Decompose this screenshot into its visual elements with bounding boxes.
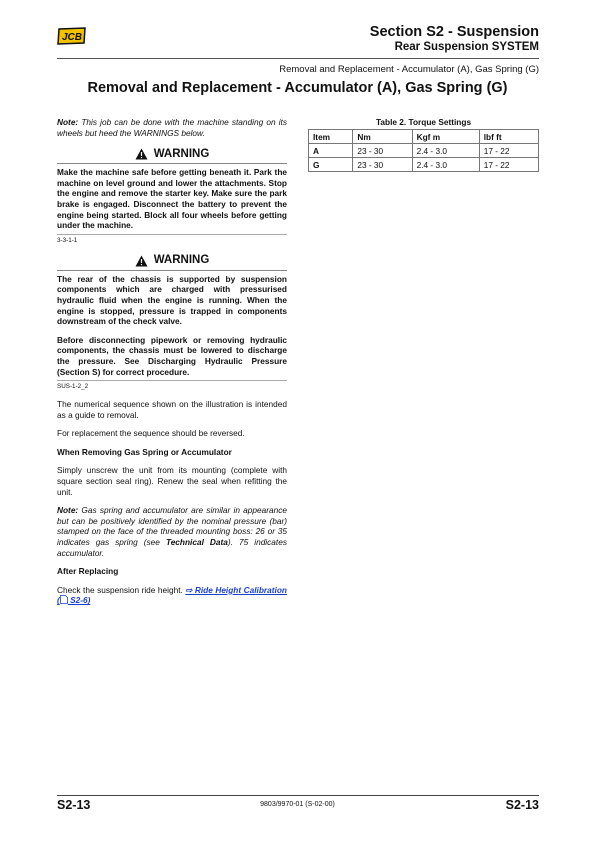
cell-item: A	[309, 144, 353, 158]
link-text: Ride Height Calibration (	[57, 584, 287, 606]
note-text: This job can be done with the machine standing on its wheels but heed the WARNINGS below.	[57, 117, 287, 138]
warning-icon	[135, 148, 148, 160]
note-machine-standing	[57, 117, 287, 138]
table-header-row	[309, 130, 539, 144]
after-text: Check the suspension ride height.	[57, 584, 186, 595]
warning-icon	[135, 255, 148, 267]
footer-divider	[57, 795, 539, 796]
system-title: Rear Suspension SYSTEM	[394, 41, 539, 53]
col-header: Nm	[353, 130, 412, 144]
table-row	[309, 158, 539, 172]
header-divider	[57, 58, 539, 59]
warning-label: WARNING	[153, 254, 210, 267]
cell-lbfft: 17 - 22	[479, 144, 538, 158]
table-caption: Table 2. Torque Settings	[375, 117, 472, 127]
warning-body-1: Make the machine safe before getting beneath it. Park the machine on level ground and lower the attachments. Stop the engine and remove the starter key. Make sure the park brake is engaged. Disconnect the battery to prevent the engine being started. Block all four wheels before getting under the machine.	[57, 167, 287, 231]
para-replacement: For replacement the sequence should be reversed.	[57, 428, 245, 439]
subhead-after: After Replacing	[57, 566, 119, 577]
col-header: Kgf m	[412, 130, 479, 144]
link-ref: S2-6)	[67, 595, 91, 606]
warning-code-1: 3-3-1-1	[57, 234, 287, 245]
note-label: Note:	[57, 505, 79, 516]
col-header: Item	[309, 130, 353, 144]
warning-body-2b: Before disconnecting pipework or removing hydraulic components, the chassis must be lowered to discharge the pressure. See Discharging Hydraulic Pressure (Section S) for correct procedure.	[57, 334, 287, 377]
running-title: Removal and Replacement - Accumulator (A), Gas Spring (G)	[279, 64, 539, 75]
page-number-left: S2-13	[57, 798, 91, 812]
document-number: 9803/9970-01 (S-02-00)	[260, 801, 335, 808]
note-identification	[57, 505, 287, 558]
para-unscrew: Simply unscrew the unit from its mounting (complete with square section seal ring). Renew the seal when refitting the unit.	[57, 465, 287, 497]
logo-text: JCB	[61, 32, 83, 43]
cell-item: G	[309, 158, 353, 172]
warning-code-2: SUS-1-2_2	[57, 380, 287, 391]
page-icon	[60, 595, 68, 604]
right-column	[308, 117, 539, 172]
para-after	[57, 585, 287, 606]
warning-body-2a: The rear of the chassis is supported by suspension components which are charged with pressurised hydraulic fluid when the engine is running. When the engine is stopped, pressure is trapped in components downstream of the check valve.	[57, 273, 287, 327]
torque-table	[308, 129, 539, 172]
page-number-right: S2-13	[505, 798, 539, 812]
page-title: Removal and Replacement - Accumulator (A), Gas Spring (G)	[87, 80, 508, 96]
table-row	[309, 144, 539, 158]
technical-data-ref: Technical Data	[165, 537, 228, 548]
jcb-logo	[57, 27, 87, 45]
link-arrow-icon: ⇨	[185, 584, 193, 595]
section-title: Section S2 - Suspension	[369, 24, 539, 40]
cell-kgfm: 2.4 - 3.0	[412, 158, 479, 172]
cell-nm: 23 - 30	[353, 144, 412, 158]
warning-label: WARNING	[153, 147, 210, 160]
warning-heading-2	[57, 255, 287, 271]
note-label: Note:	[57, 117, 79, 127]
left-column	[57, 117, 287, 614]
note-text-b: ). 75 indicates accumulator.	[57, 537, 287, 558]
cell-lbfft: 17 - 22	[479, 158, 538, 172]
col-header: lbf ft	[479, 130, 538, 144]
para-sequence: The numerical sequence shown on the illustration is intended as a guide to removal.	[57, 399, 287, 420]
cell-nm: 23 - 30	[353, 158, 412, 172]
subhead-removing: When Removing Gas Spring or Accumulator	[57, 446, 232, 457]
note-text-a: Gas spring and accumulator are similar in appearance but can be positively identified by the nominal pressure (bar) stamped on the face of the threaded mounting boss: 26 or 35 indicates gas spring (see	[57, 505, 287, 548]
warning-heading-1	[57, 148, 287, 164]
cell-kgfm: 2.4 - 3.0	[412, 144, 479, 158]
